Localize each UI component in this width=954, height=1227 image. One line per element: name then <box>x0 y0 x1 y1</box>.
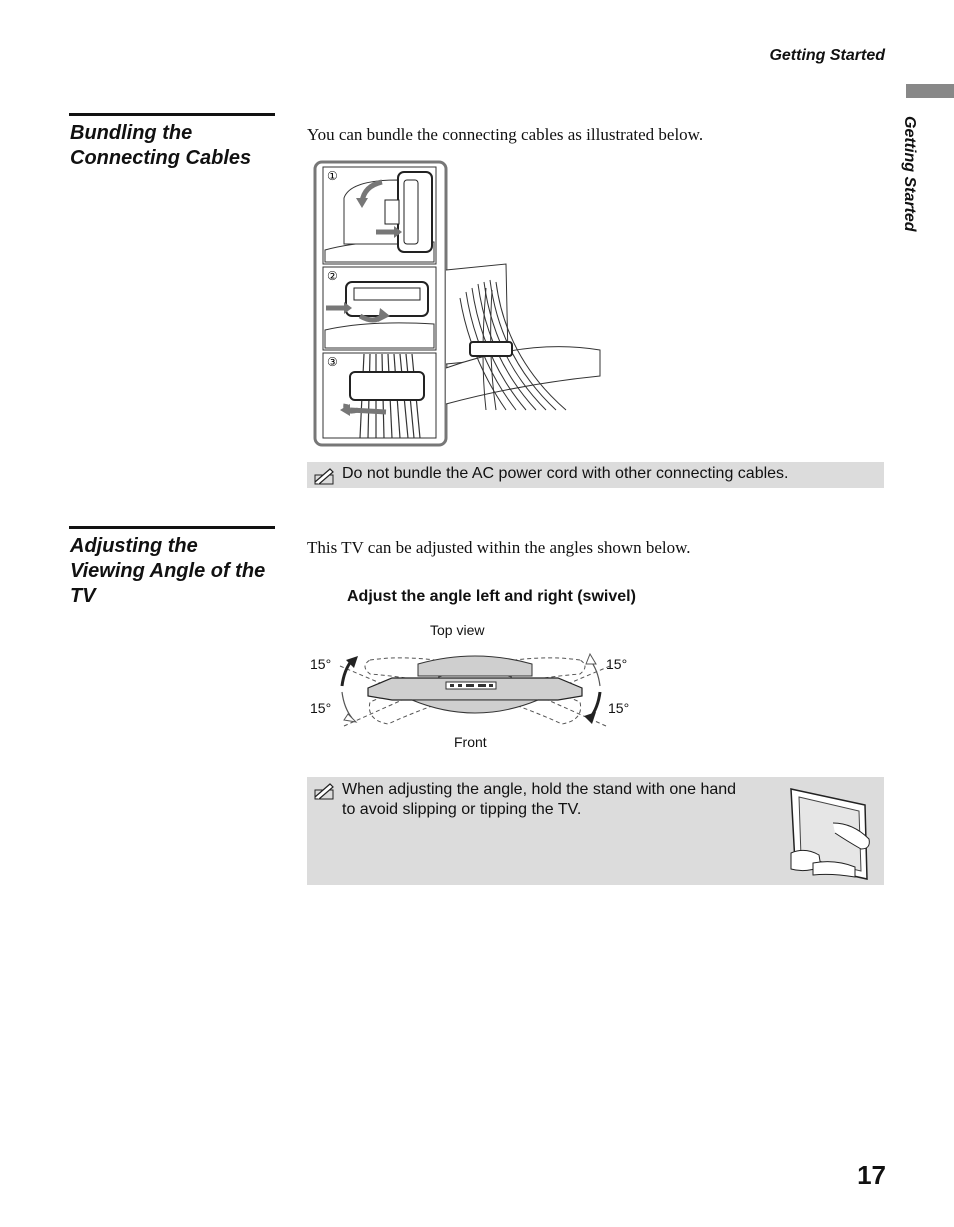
step-marker-3: ③ <box>327 355 338 369</box>
holder-slot <box>404 180 418 244</box>
angle-label-upper-left: 15° <box>310 656 332 672</box>
note-pencil-icon <box>312 466 338 486</box>
front-label: Front <box>454 734 487 750</box>
section-rule <box>69 113 275 116</box>
angle-label-upper-right: 15° <box>606 656 628 672</box>
arrow-head <box>586 654 596 664</box>
tv-stand-base <box>412 700 538 713</box>
title-line: Viewing Angle of the <box>70 560 266 582</box>
note-box-bundling <box>307 462 884 488</box>
viewing-angle-intro: This TV can be adjusted within the angles shown below. <box>307 538 691 557</box>
section-title-bundling <box>70 121 280 171</box>
side-tab-label: Getting Started <box>901 116 918 232</box>
arrow-head <box>584 712 596 724</box>
title-line: Connecting Cables <box>70 147 252 169</box>
running-head: Getting Started <box>769 47 885 64</box>
title-line: TV <box>70 585 96 607</box>
note-text <box>342 780 736 820</box>
section-title-viewing-angle <box>70 534 280 609</box>
push-arrow <box>350 410 386 412</box>
side-tab <box>896 116 926 276</box>
step-marker-1: ① <box>327 169 338 183</box>
swivel-top-view-diagram <box>330 642 620 736</box>
page-number: 17 <box>857 1160 886 1190</box>
note-line: to avoid slipping or tipping the TV. <box>342 801 582 818</box>
step-marker-2: ② <box>327 269 338 283</box>
title-line: Adjusting the <box>70 535 198 557</box>
stand-base <box>325 323 434 348</box>
holder-clip <box>385 200 399 224</box>
cable-holder <box>350 372 424 400</box>
bundling-intro: You can bundle the connecting cables as illustrated below. <box>307 125 704 144</box>
top-view-label: Top view <box>430 622 485 638</box>
figure-heading: Adjust the angle left and right (swivel) <box>347 588 636 605</box>
swivel-arrow-lower-left <box>342 692 352 718</box>
holding-tv-illustration <box>785 783 875 881</box>
title-line: Bundling the <box>70 122 193 144</box>
angle-label-lower-right: 15° <box>608 700 630 716</box>
holder-on-tv <box>470 342 512 356</box>
note-line: When adjusting the angle, hold the stand with one hand <box>342 781 737 798</box>
section-rule <box>69 526 275 529</box>
note-box-angle <box>307 777 884 885</box>
note-text: Do not bundle the AC power cord with other connecting cables. <box>342 465 789 482</box>
tv-top-edge <box>418 656 532 676</box>
angle-label-lower-left: 15° <box>310 700 332 716</box>
cable-bundling-illustration <box>310 158 610 450</box>
side-tab-bar <box>906 84 954 98</box>
holder-slot <box>354 288 420 300</box>
note-pencil-icon <box>312 781 338 801</box>
